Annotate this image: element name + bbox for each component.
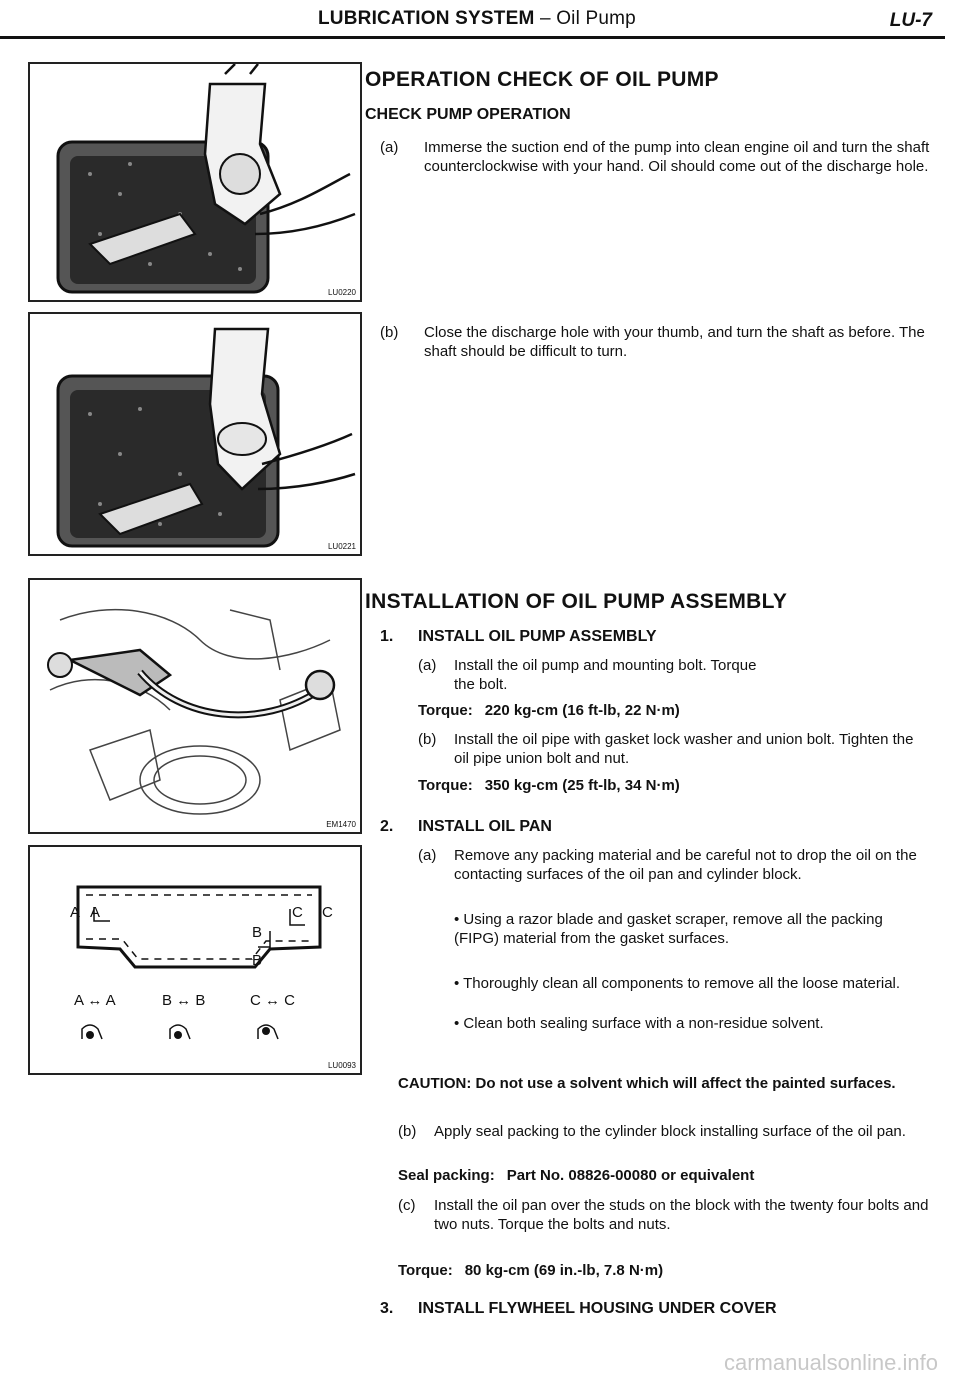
step-label: (a) (380, 139, 399, 156)
oil-pan-seal-diagram (30, 847, 360, 1073)
seal-label-b-lower: B (252, 952, 263, 969)
step-1-heading (380, 628, 657, 646)
step-title: INSTALL OIL PUMP ASSEMBLY (418, 628, 657, 645)
oil-pump-suction-check-illustration (30, 64, 360, 300)
figure-oil-pump-installation (28, 578, 362, 834)
step-text: Install the oil pipe with gasket lock washer and union bolt. Tighten the oil pipe union bolt and nut. (454, 731, 914, 767)
step-label: (a) (418, 657, 437, 674)
step-text: Apply seal packing to the cylinder block installing surface of the oil pan. (434, 1123, 906, 1140)
seal-packing-spec (398, 1167, 754, 1184)
oil-pump-discharge-check-illustration (30, 314, 360, 554)
step-label: (c) (398, 1197, 416, 1214)
torque-label: Torque: (418, 777, 473, 794)
oil-pump-installation-illustration (30, 580, 360, 832)
torque-spec-2 (418, 777, 680, 794)
step-2a (418, 846, 930, 884)
torque-label: Torque: (418, 702, 473, 719)
bullet-text: • Clean both sealing surface with a non-residue solvent. (454, 1015, 824, 1032)
step-text: Close the discharge hole with your thumb, and turn the shaft as before. The shaft should be difficult to turn. (424, 324, 925, 360)
torque-value: 80 kg-cm (69 in.-lb, 7.8 N·m) (464, 1262, 664, 1279)
header-section: LUBRICATION SYSTEM (318, 8, 535, 29)
page-header (0, 0, 960, 40)
header-title (318, 8, 636, 30)
step-number: 3. (380, 1300, 394, 1317)
watermark: carmanualsonline.info (723, 1350, 938, 1375)
figure-oil-pump-suction (28, 62, 362, 302)
step-title: INSTALL OIL PAN (418, 818, 552, 835)
step-text: Remove any packing material and be careful not to drop the oil on the contacting surfaces of the oil pan and cylinder block. (454, 847, 917, 883)
torque-label: Torque: (398, 1262, 453, 1279)
header-rule (0, 36, 945, 39)
bullet-item (454, 1014, 930, 1033)
torque-value: 350 kg-cm (25 ft-lb, 34 N·m) (484, 777, 680, 794)
seal-value: Part No. 08826-00080 or equivalent (506, 1167, 755, 1184)
page-code: LU-7 (889, 10, 932, 31)
torque-spec-3 (398, 1262, 663, 1279)
section-title: INSTALLATION OF OIL PUMP ASSEMBLY (365, 590, 788, 613)
step-label: (a) (418, 847, 437, 864)
step-label: (b) (380, 324, 399, 341)
bullet-item (454, 910, 930, 948)
section-subtitle: CHECK PUMP OPERATION (365, 106, 571, 123)
step-a (380, 138, 930, 176)
torque-value: 220 kg-cm (16 ft-lb, 22 N·m) (484, 702, 680, 719)
step-number: 2. (380, 818, 394, 835)
seal-label-c-left: C (292, 904, 303, 921)
seal-pair-a: A ↔ A (74, 992, 116, 1009)
header-subsection: – Oil Pump (539, 8, 636, 29)
section-title: OPERATION CHECK OF OIL PUMP (365, 68, 719, 91)
seal-label: Seal packing: (398, 1167, 495, 1184)
torque-spec-1 (418, 702, 680, 719)
step-2c (398, 1196, 930, 1234)
step-label: (b) (418, 731, 437, 748)
step-1b (418, 730, 930, 768)
step-3-heading (380, 1300, 777, 1318)
step-text: Immerse the suction end of the pump into clean engine oil and turn the shaft counterclockwise with your hand. Oil should come out of the discharge hole. (424, 139, 930, 175)
step-2-heading (380, 818, 552, 836)
step-text: Install the oil pump and mounting bolt. Torque the bolt. (454, 657, 757, 693)
step-text: Install the oil pan over the studs on the block with the twenty four bolts and two nuts. Torque the bolts and nuts. (434, 1197, 929, 1233)
bullet-text: • Thoroughly clean all components to remove all the loose material. (454, 975, 901, 992)
figure-id: LU0093 (327, 1061, 356, 1070)
step-label: (b) (398, 1123, 417, 1140)
seal-label-b-upper: B (252, 924, 263, 941)
figure-id: LU0221 (327, 542, 356, 551)
figure-id: EM1470 (326, 820, 356, 829)
seal-label-a-right: A (90, 904, 101, 921)
seal-label-a-left: A (70, 904, 81, 921)
seal-pair-c: C ↔ C (250, 992, 295, 1009)
figure-id: LU0220 (327, 288, 356, 297)
bullet-item (454, 974, 930, 993)
caution-note: CAUTION: Do not use a solvent which will affect the painted surfaces. (398, 1075, 896, 1092)
seal-pair-b: B ↔ B (162, 992, 206, 1009)
step-1a (418, 656, 930, 694)
step-b (380, 323, 930, 361)
bullet-text: • Using a razor blade and gasket scraper, remove all the packing (FIPG) material from the gasket surfaces. (454, 911, 883, 947)
step-title: INSTALL FLYWHEEL HOUSING UNDER COVER (418, 1300, 777, 1317)
step-2b (398, 1122, 930, 1141)
step-number: 1. (380, 628, 394, 645)
seal-label-c-right: C (322, 904, 333, 921)
figure-oil-pump-discharge (28, 312, 362, 556)
figure-oil-pan-seal (28, 845, 362, 1075)
